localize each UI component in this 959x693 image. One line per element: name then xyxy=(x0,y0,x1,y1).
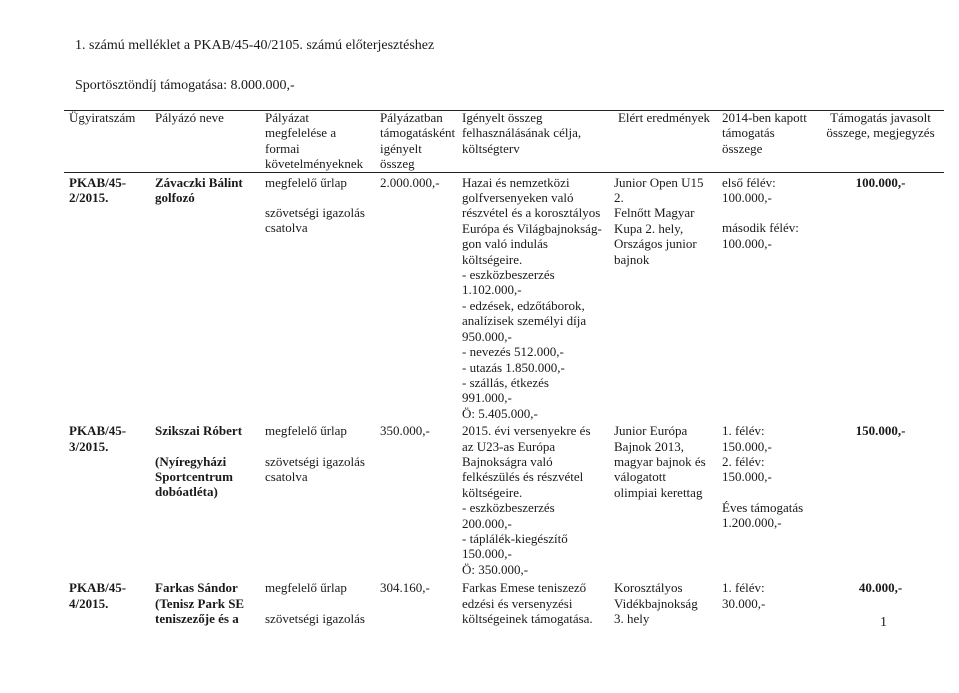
applicant-detail: golfozó xyxy=(155,190,195,206)
col-header-palyazo: Pályázó neve xyxy=(150,110,260,172)
cost-line: részvétel és a korosztályos xyxy=(462,205,601,221)
cell-megfeleles xyxy=(260,577,375,626)
form-status: megfelelő űrlap xyxy=(265,174,347,190)
result-line: 2. xyxy=(614,190,624,206)
cost-line: az U23-as Európa xyxy=(462,438,556,454)
cell-eredmeny xyxy=(609,577,717,626)
cell-ugyiratszam: PKAB/45-3/2015. xyxy=(69,423,127,454)
cell-kapott xyxy=(717,577,815,626)
cost-line: felkészülés és részvétel xyxy=(462,469,584,485)
document-reference-line: 1. számú melléklet a PKAB/45-40/2105. számú előterjesztéshez xyxy=(75,38,435,53)
applicant-name: Szikszai Róbert xyxy=(155,423,243,439)
cell-cel xyxy=(457,172,609,421)
grant-line: 2. félév: xyxy=(722,453,765,469)
attached-note: csatolva xyxy=(265,220,308,236)
federation-cert: szövetségi igazolás xyxy=(265,610,365,626)
grant-line: 150.000,- xyxy=(722,469,772,485)
cost-line: golfversenyeken való xyxy=(462,190,574,206)
cost-line: 950.000,- xyxy=(462,328,512,344)
result-line: Korosztályos xyxy=(614,580,683,596)
result-line: Bajnok 2013, xyxy=(614,438,685,454)
cost-line: - utazás 1.850.000,- xyxy=(462,359,565,375)
cost-line: - edzések, edzőtáborok, xyxy=(462,297,585,313)
cell-palyazo xyxy=(150,172,260,421)
table-row xyxy=(64,577,944,626)
cost-line: - eszközbeszerzés xyxy=(462,500,555,516)
applicant-detail: (Tenisz Park SE xyxy=(155,595,245,611)
result-line: bajnok xyxy=(614,251,650,267)
grant-line: 1. félév: xyxy=(722,423,765,439)
col-header-ugyiratszam: Ügyiratszám xyxy=(64,110,150,172)
col-header-igenyelt: Pályázatban támogatásként igényelt összeg xyxy=(375,110,457,172)
grant-line: 100.000,- xyxy=(722,190,772,206)
cost-total: Ö: 5.405.000,- xyxy=(462,405,538,421)
table-row xyxy=(64,172,944,421)
cell-megfeleles xyxy=(260,172,375,421)
cell-eredmeny xyxy=(609,172,717,421)
attached-note: csatolva xyxy=(265,468,308,484)
form-status: megfelelő űrlap xyxy=(265,580,347,596)
cell-palyazo xyxy=(150,577,260,626)
cell-cel xyxy=(457,577,609,626)
cost-line: gon való indulás xyxy=(462,236,548,252)
cell-igenyelt: 2.000.000,- xyxy=(380,174,440,190)
cost-line: Farkas Emese teniszező xyxy=(462,580,587,596)
result-line: magyar bajnok és xyxy=(614,453,706,469)
cost-line: analízisek személyi díja xyxy=(462,313,587,329)
result-line: Felnőtt Magyar xyxy=(614,205,695,221)
grant-line: 30.000,- xyxy=(722,595,766,611)
cost-line: - nevezés 512.000,- xyxy=(462,344,564,360)
cost-total: Ö: 350.000,- xyxy=(462,561,529,577)
scholarship-total-line: Sportösztöndíj támogatása: 8.000.000,- xyxy=(75,78,295,93)
cost-line: Európa és Világbajnokság- xyxy=(462,220,602,236)
grant-line: Éves támogatás xyxy=(722,499,804,515)
applicant-detail: Sportcentrum xyxy=(155,468,233,484)
result-line: olimpiai kerettag xyxy=(614,484,703,500)
cost-line: - szállás, étkezés xyxy=(462,374,549,390)
cost-line: 991.000,- xyxy=(462,390,512,406)
cell-cel xyxy=(457,421,609,577)
cost-line: költségeire. xyxy=(462,251,523,267)
cell-javasolt: 150.000,- xyxy=(855,423,906,439)
result-line: 3. hely xyxy=(614,611,650,626)
cell-ugyiratszam: PKAB/45-4/2015. xyxy=(69,580,127,611)
col-header-eredmeny: Elért eredmények xyxy=(609,110,717,172)
cost-line: Bajnokságra való xyxy=(462,453,553,469)
federation-cert: szövetségi igazolás xyxy=(265,205,365,221)
page-number: 1 xyxy=(880,615,887,630)
applicant-detail: dobóatléta) xyxy=(155,484,218,500)
result-line: Vidékbajnokság xyxy=(614,595,698,611)
cell-ugyiratszam: PKAB/45-2/2015. xyxy=(69,174,127,206)
cost-line: - táplálék-kiegészítő xyxy=(462,530,568,546)
cost-line: költségeire. xyxy=(462,484,523,500)
grant-line: 100.000,- xyxy=(722,235,772,251)
scholarship-table xyxy=(64,110,944,626)
grant-line: 1.200.000,- xyxy=(722,515,782,531)
cost-line: edzési és versenyzési xyxy=(462,595,573,611)
cell-kapott xyxy=(717,172,815,421)
cell-igenyelt: 304.160,- xyxy=(380,580,430,596)
cost-line: 1.102.000,- xyxy=(462,282,522,298)
cell-eredmeny xyxy=(609,421,717,577)
cost-line: 2015. évi versenyekre és xyxy=(462,423,591,439)
result-line: Országos junior xyxy=(614,236,697,252)
cell-megfeleles xyxy=(260,421,375,577)
result-line: Kupa 2. hely, xyxy=(614,220,684,236)
table-header-row xyxy=(64,110,944,172)
federation-cert: szövetségi igazolás xyxy=(265,453,365,469)
cell-javasolt: 40.000,- xyxy=(858,580,903,596)
cell-javasolt: 100.000,- xyxy=(855,174,906,190)
col-header-javasolt: Támogatás javasolt összege, megjegyzés xyxy=(815,110,944,172)
grant-line: első félév: xyxy=(722,174,776,190)
cost-line: 150.000,- xyxy=(462,546,512,562)
form-status: megfelelő űrlap xyxy=(265,423,347,439)
applicant-detail: teniszezője és a xyxy=(155,611,239,626)
applicant-name: Závaczki Bálint xyxy=(155,174,243,190)
cost-line: költségeinek támogatása. xyxy=(462,611,593,626)
result-line: válogatott xyxy=(614,469,666,485)
table-row xyxy=(64,421,944,577)
grant-line: második félév: xyxy=(722,220,799,236)
cell-igenyelt: 350.000,- xyxy=(380,423,430,439)
cell-kapott xyxy=(717,421,815,577)
cell-palyazo xyxy=(150,421,260,577)
cost-line: - eszközbeszerzés xyxy=(462,267,555,283)
applicant-name: Farkas Sándor xyxy=(155,580,238,596)
col-header-kapott: 2014-ben kapott támogatás összege xyxy=(717,110,815,172)
cost-line: Hazai és nemzetközi xyxy=(462,174,570,190)
grant-line: 150.000,- xyxy=(722,438,772,454)
result-line: Junior Open U15 xyxy=(614,174,704,190)
applicant-detail: (Nyíregyházi xyxy=(155,453,227,469)
col-header-cel: Igényelt összeg felhasználásának célja, költségterv xyxy=(457,110,609,172)
grant-line: 1. félév: xyxy=(722,580,765,596)
result-line: Junior Európa xyxy=(614,423,688,439)
cost-line: 200.000,- xyxy=(462,515,512,531)
col-header-megfeleles: Pályázat megfelelése a formai követelményeknek xyxy=(260,110,375,172)
